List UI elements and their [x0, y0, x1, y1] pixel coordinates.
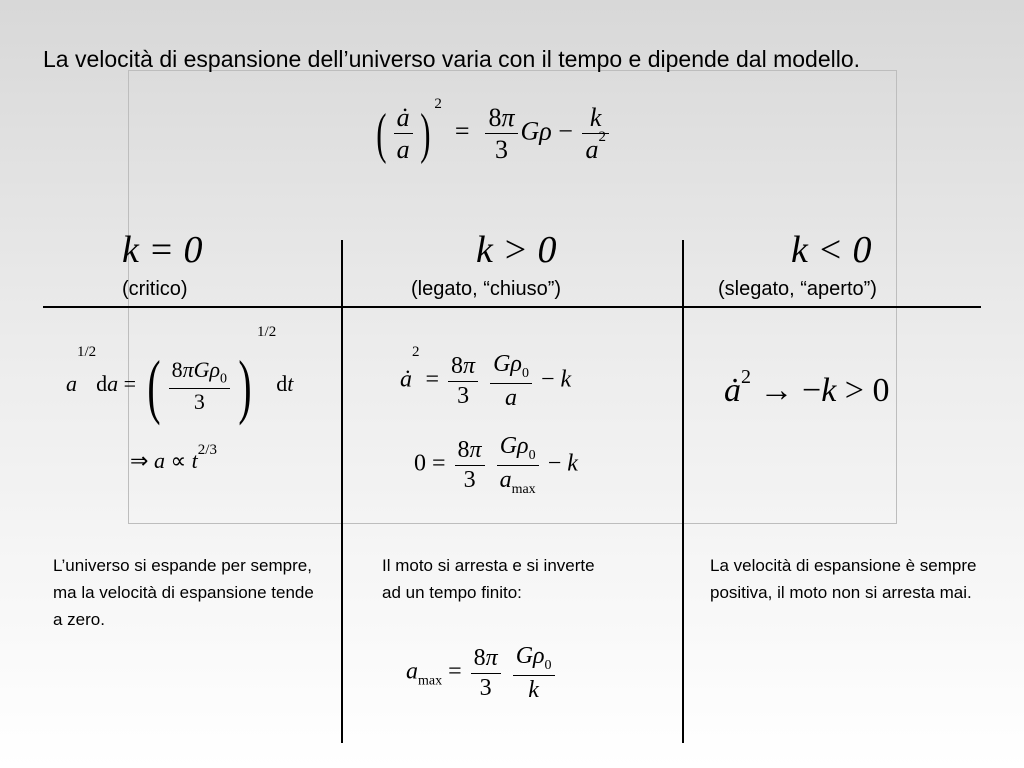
eq-legato-velocity: $ȧ^2$ = $\frac{8\pi}{3}$ $\frac{G\rho_0}{a}$ − k [400, 344, 572, 411]
column-divider-left [341, 240, 343, 743]
description-legato: Il moto si arresta e si inverte ad un tempo finito: [382, 556, 595, 602]
eq-critico-integral: $a^{1/2}da$ = ( $\frac{8\pi G\rho_0}{3}$ )$^{1/2}$dt [66, 324, 294, 426]
intro-text: La velocità di espansione dell’universo varia con il tempo e dipende dal modello. [43, 46, 861, 72]
case-label-slegato: (slegato, “aperto”) [718, 278, 877, 300]
case-label-critico: (critico) [122, 278, 188, 300]
description-critico: L’universo si espande per sempre, ma la velocità di espansione tende a zero. [53, 556, 314, 629]
description-slegato: La velocità di espansione è sempre positiva, il moto non si arresta mai. [710, 556, 977, 602]
column-divider-right [682, 240, 684, 743]
case-label-legato: (legato, “chiuso”) [411, 278, 562, 300]
friedmann-equation: ( $\frac{ȧ}{a}$ ) $^2$ = $\frac{8\pi}{3}$ Gρ − $\frac{k}{a^2}$ [372, 102, 612, 165]
eq-critico-proportional: ⇒ $a \propto t^{2/3}$ [130, 442, 217, 473]
eq-legato-zero: 0 = $\frac{8\pi}{3}$ $\frac{G\rho_0}{a_{max}}$ − k [414, 433, 578, 497]
header-rule [43, 306, 981, 308]
case-heading-k-zero: k = 0 [122, 229, 203, 271]
eq-slegato-limit: $ȧ^2 \to -k > 0$ [724, 366, 890, 409]
case-heading-k-positive: k > 0 [476, 229, 557, 271]
eq-amax: $a_{max}$ = $\frac{8\pi}{3}$ $\frac{G\rho_0}{k}$ [406, 642, 558, 704]
case-heading-k-negative: k < 0 [791, 229, 872, 271]
